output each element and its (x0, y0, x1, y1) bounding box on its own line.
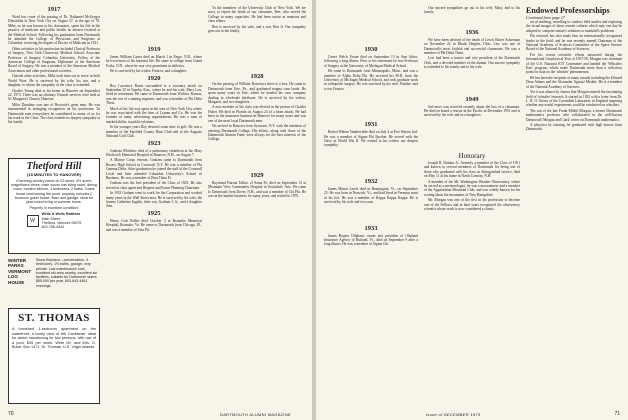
page-number: 70 (8, 411, 14, 417)
obituary-text: Joseph R. Dunbar Jr., formerly a member of the Class of 1951 and known to several members of Dartmouth for being one of those who graduated with his class in distinguished service, died on May 11 at his home in North Conway, N.H. (424, 160, 520, 179)
ad-winter-title (8, 258, 34, 302)
obituary-text: Sad news was received recently about the loss of a classmate. He died on board a cruiser in the Pacific in December 1951 and is survived by his wife and two daughters. (424, 104, 520, 118)
obituary-text: Other activities in his profession included Clinical Professor of Surgery, New York University Medical School; Associate Professor of Surgery, Columbia University, Fellow of the American College of Surgeons, Diplomate of the American Board of Surgery. He was a member of the American Medical Association and other professional societies. (8, 46, 100, 73)
year-heading: 1936 (465, 28, 479, 36)
obituary-text: A new member of the class was elected in the person of Charles Fisher. He died in Florida on August 24 of a heart attack. He had been in the insurance business in Hanover for many years and was one of the most loyal Dartmouth men. (208, 105, 306, 123)
ad-logo-box: W (27, 215, 39, 227)
right-col-2 (424, 6, 520, 404)
obituary-text: In his younger years Roy devoted some time to golf. He was a member of the Fairfield County Hunt Club and of the Augusta National Golf Club. (106, 125, 202, 139)
page-number: 71 (614, 411, 620, 417)
ad-title-line: LOG HOUSE (8, 274, 25, 285)
obituary-text: Outside other activities, Mike took time out to serve in both World Wars. He is survived by his wife, his son, and a daughter, to whom the sympathy of the class is extended. (8, 74, 100, 88)
ad-title: ST. THOMAS (18, 312, 90, 324)
obituary-text: Carter Welch Foster died on September 13 in Ann Arbor, following a long illness. Prior to his retirement he was Professor of Surgery at the University of Michigan Medical School. (324, 55, 418, 68)
year-heading: 1931 (364, 121, 378, 129)
article-text: art of teaching, travelling to conduct field studies and exploring the visual images of those remote cultures which may one day be adopted to compose nature's solutions to mankind's problems. (526, 20, 622, 33)
article-text: He has been the recipient of many awards including the Edward Dean Adams and the Alexander Agassiz Medals. He is a member of the National Academy of Sciences. (526, 75, 622, 89)
year-heading: 1917 (47, 6, 61, 13)
article-text: The son of the late Frank Millett Morgan, a former Dartmouth mathematics professor who collaborated in the well-known Dartmouth 'Morgan and Clark' series on Dartmouth mathematics. (526, 108, 622, 122)
obituary-text: On the passing of William Bowersox there is a loss. He came to Dartmouth from Erie, Pa., and graduated magna cum laude. He spent many years in Erie, where he headed his own company dealing in wholesale hardware. He is survived by his widow, Margaret, and two daughters. (208, 82, 306, 105)
obituary-text: Miles Donahue was one of Brownie's great men. He was instrumental in arranging recognition on his profession. To Dartmouth men everywhere he contributed to many of us for his work in the Class. The class extends its deepest sympathy to his family. (8, 102, 100, 125)
obituary-text: A Marine Corps veteran, Graham came to Dartmouth from Rosary High School in Cornwall, N.Y. He was a member of Phi Gamma Delta. After graduation he joined the staff of the Cornwall Local and later attended Columbia University's School of Business. He was a member of Beta Theta Pi. (106, 158, 202, 180)
obituary-text: James William Carter died on March 1 in Fargo, N.D., where he lived most of his business life. He came to college from Grand Forks, N.D., where he was very prominent in athletics. (106, 55, 202, 68)
year-heading: 1923 (147, 139, 161, 147)
obituary-text: A member of the Mt. Washington Weather Observatory, where he served as a meteorologist, he was a mountaineer and a member of the Appalachian Mountain Club, and was widely known for his writing about the mountains of New Hampshire. (424, 179, 520, 197)
obituary-text: Mr. Morgan was one of the first in his profession to become one of the Fellows and in later years recognized the observatory scientist whose work is now considered a classic. (424, 198, 520, 211)
ad-contact-intro: Property in excellent condition! (29, 206, 79, 211)
ad-body: A furnished 1-bedroom apartment on the waterfront, a lovely view of the Caribbean, ideal for winter vacationing for two persons, with use of a pool, $35 per week. Write Mr. and Mrs. D. Buick, Box 1471, St. Thomas, U.S. Virgin Islands. (12, 327, 96, 350)
obituary-text: James Rogers Oliphant, owner and president of Oliphant Insurance Agency of Rutland, Vt., died on September 9 after a long illness. He was a member of Sigma Chi. (324, 233, 418, 247)
year-heading: 1932 (364, 177, 378, 185)
ad-address: Main Street (41, 216, 60, 221)
year-heading: 1929 (250, 171, 264, 179)
section-heading-honorary: Honorary (458, 151, 486, 160)
article-title: Endowed Professorships (526, 6, 610, 15)
obituary-text: Graham was the first president of the Class of 1923. He also served as class agent and Bequest and Estate Planning Chairman. (106, 181, 202, 190)
ad-winter-body: Stone fireplace—conversation, 4 bedrooms, 1½ baths, garage, very private. Low maintenance cost, excellent ski area nearby, excellent ski facilities, suitable for Dartmouth skiers. $55,000 per year, 603-643-4461 evenings. (36, 258, 98, 288)
ad-title: Thetford Hill (26, 161, 82, 172)
left-col-1 (8, 6, 100, 156)
obituary-text: Word has come of the passing of Dr. Nathaniel McGregor Dinwiddie in New York City on August 27, at the age of 78. Mike, as he was known to his classmates, spent his life in the practice of medicine and public health, an interest fostered at the Medical School. Following his graduation from Dartmouth he attended the College of Physicians and Surgeons at Columbia, receiving the degree of Doctor of Medicine in 1921. (8, 15, 100, 46)
ad-title-line: PARKS (8, 263, 24, 269)
obituary-text: Henry Cole Boller died October 3 at Roanoke Memorial Hospital, Roanoke, Va. He came to Dartmouth from Chicago, Ill., and was a member of Zeta Psi. (106, 218, 202, 232)
article-text: His research has also made him an internationally recognized leader in the field, and he was recently named Chairman of the National Academy of Sciences Committee of the Space Science Board of the National Academy of Sciences. (526, 34, 622, 52)
obituary-text: He is survived by his widow Frances, and a daughter. (110, 69, 187, 74)
obituary-text: Graham Whitelaw died of a pulmonary embolism at the Mary Hitchcock Memorial Hospital in Hanover, N.H., on August 7. (106, 148, 202, 157)
article-text: A physicist by training, he graduated with high honors from Dartmouth. (526, 122, 622, 132)
year-heading: 1919 (147, 46, 161, 53)
ad-st-thomas (8, 308, 100, 404)
article-text: For his recent scientific efforts measured during the International Geophysical Year of 1957-58, Morgan was chairman of the U.S. National IGY Committee and headed the 'Whistlers East' program, which made Dartmouth more than a collection point for data on the 'whistler' phenomenon. (526, 52, 622, 75)
obituary-text: Our sincere sympathies go out to his wife, Mary, and to his family. (424, 6, 520, 15)
year-heading: 1949 (465, 95, 479, 103)
left-col-2 (106, 6, 202, 404)
ad-subtitle: (15 MINUTES TO HANOVER) (27, 172, 81, 177)
ad-phone: 802-785-4344 (41, 225, 64, 230)
obituary-text: Much of his life was spent in the area of New York City where he was associated with the firm of Lyman and Co. He was the founder of many advertising organizations. He was a man of marked ability in public relations. (106, 106, 202, 124)
left-page (0, 0, 312, 420)
right-col-1 (324, 6, 418, 404)
obituary-text: Lew had been a trustee and vice president of the Dartmouth Club, and a devoted member of the alumni. Our sincere sympathy is extended to his family and to his wife. (424, 56, 520, 70)
running-footer: DARTMOUTH ALUMNI MAGAZINE (220, 412, 291, 417)
obituary-text: Ben is survived by his wife, and a son, Ben Jr. Our sympathy goes out to the family. (208, 24, 306, 34)
right-page (316, 0, 628, 420)
ad-title-line: VERMONT (8, 268, 31, 274)
ad-title-line: WINTER (8, 258, 27, 263)
obituary-text: We have been advised of the death of Lewis Elmer Ackerman on November 22 in Rhode Heights, Ohio. Lew was one of Dartmouth's most faithful and successful classmates. He was a member of Phi Delta Theta. (424, 37, 520, 56)
obituary-text: Charles Young died at his home in Hanover on September 22, 1973. There was no obituary. Funeral services were held at St. Margaret's Church, Hanover. (8, 88, 100, 102)
ad-winter-parks (8, 258, 100, 302)
obituary-text: To the members of the University Club of New York. We are sorry to report the death of our classmate, Ben, who served the College in many capacities. He had been active in reunions and class affairs. (208, 6, 306, 24)
ad-thetford-hill (8, 158, 100, 254)
article-text: Yet it was almost by chance that Morgan entered the fascinating field of 'whistler' research. It started in 1952 with a letter from Dr. L. R. O. Storey of the Cavendish Laboratory in England inquiring whether any useful experiments could be conducted on whistlers. (526, 90, 622, 108)
obituary-text: Raymond Burton Talbot, of Santa Fe, died on September 13 at Mountain View Community Hospital in Scottsdale, Ariz. He came to Dartmouth from Dover, N.H., and was a member of Chi Phi. He was in the lumber business for many years, and retired in 1970. (208, 180, 306, 198)
running-footer: Issue of DECEMBER 1973 (426, 412, 481, 417)
obituary-text: James Mason Leach died in Bennington, Vt., on September 25. He was born in Norwich, Vt., and had lived in Vermont most of his life. He was a member of Kappa Kappa Kappa. He is survived by his wife and two sons. (324, 186, 418, 205)
obituary-text: Roy Lawrence Burns succumbed to a coronary attack on September 25 in Topeka, Kan., where he and his wife, Mary Lou, lived in retirement. He came to Dartmouth from Wichita, Kansas, was the son of a mining engineer, and was a member of Phi Delta Theta. (106, 83, 202, 106)
ad-agent: Wells & Wells Realtors (41, 212, 81, 217)
year-heading: 1928 (250, 73, 264, 81)
ad-body: Charming country home on 23 acres; 4½ acres; magnificent views, main house has living room, dining room, modern kitchen, 4 bedrooms, 2 baths. Guest house overlooking the pond, property includes 2 bedroom guest house. Barn and garage. Ideal for year-round living or summer home. (11, 179, 97, 205)
year-heading: 1933 (364, 224, 378, 232)
year-heading: 1925 (147, 209, 161, 217)
right-col-3 (526, 6, 622, 404)
obituary-text: Robert Walton Vandervelde died on July 4 at Fort Wayne, Ind. He was a member of Sigma Phi Epsilon. He served with the Navy in World War II. We extend to his widow our deepest sympathy. (324, 130, 418, 148)
ad-contact (11, 212, 97, 229)
article-continued-note: Continued from page 17 (526, 15, 565, 20)
obituary-text: He came to Dartmouth from Minneapolis, Minn., and was a member of Alpha Delta Phi. He received his M.D. from the University of Michigan Medical School, and took graduate work in orthopedic surgery. He was survived by his wife, Pauline, and a son, Francis. (324, 69, 418, 91)
obituary-text: We arrived in Hanover from Syracuse, N.Y. with the intention of entering Dartmouth College. His efforts, along with those of the Dartmouth Alumni Fund, were always for the best interests of the College. (208, 124, 306, 142)
year-heading: 1930 (364, 46, 378, 53)
obituary-text: In 1933 Graham went to work for the Corporation and worked many years in the Wall Street area. He is survived by his wife, the former Catherine Ingalls, their son, Graham J. Jr., and a daughter Ann. (106, 191, 202, 209)
year-heading: 1920 (147, 74, 161, 82)
left-col-3 (208, 6, 306, 404)
ad-address: Thetford, Vermont 05075 (41, 220, 82, 225)
